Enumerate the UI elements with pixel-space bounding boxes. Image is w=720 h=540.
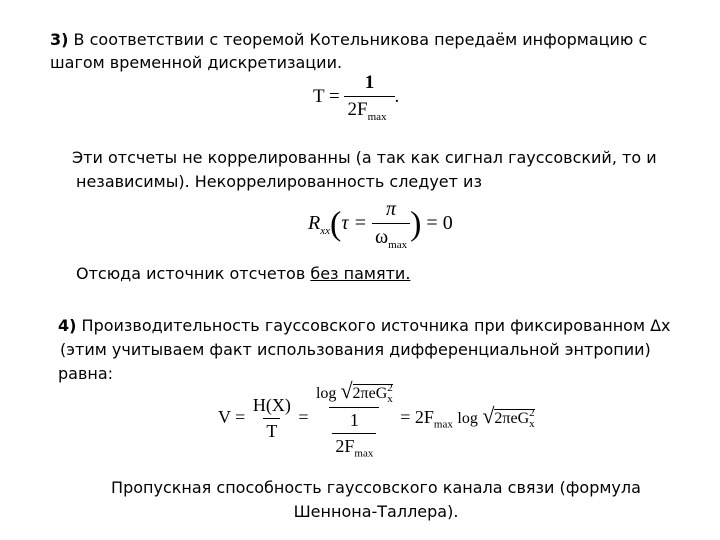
formula-r-den-main: ω (374, 226, 389, 248)
formula-v-inner-den-sub: max (354, 447, 374, 460)
formula-v-eq1: = (298, 407, 309, 428)
section-4-line3: равна: (58, 364, 114, 383)
section-3-line1 (50, 28, 647, 51)
para-memory-prefix: Отсюда источник отсчетов (76, 264, 311, 283)
formula-period-den-sub: max (367, 110, 387, 123)
formula-r-numerator: π (386, 198, 397, 220)
section-3-text1: В соответствии с теоремой Котельникова передаём информацию с (73, 30, 648, 49)
formula-r-denominator (372, 223, 410, 251)
formula-v-radicand2-sub: x (529, 418, 535, 431)
formula-v-radicand1-sup: 2 (387, 382, 393, 395)
formula-v-radicand2 (494, 407, 535, 431)
formula-productivity (218, 378, 535, 460)
formula-v-inner-den-main: 2F (335, 436, 355, 457)
formula-v-radicand2-sup: 2 (529, 407, 535, 420)
section-3-line2: шагом временной дискретизации. (50, 53, 343, 72)
formula-autocorrelation (308, 198, 453, 251)
formula-period-numerator: 1 (364, 72, 375, 93)
formula-v-inner-fraction (332, 410, 376, 460)
formula-v-eq2 (400, 407, 453, 431)
formula-v-radicand1 (352, 382, 393, 406)
formula-v-frac1-num: H(X) (252, 395, 291, 416)
section-4-text1: Производительность гауссовского источника при фиксированном Δx (81, 316, 671, 335)
formula-period-denominator (344, 96, 394, 123)
formula-r-lparen: ( (329, 205, 342, 243)
para-memory-underlined: без памяти. (310, 264, 411, 283)
formula-v-radicand2-scripts (529, 408, 535, 430)
formula-r-rhs: = 0 (426, 212, 453, 235)
section-4-line1 (58, 314, 671, 337)
formula-v-log2: log (457, 410, 478, 428)
formula-r-rparen: ) (410, 205, 422, 243)
formula-v-log1: log (315, 385, 337, 402)
formula-period-fraction (344, 72, 394, 123)
formula-v-radicand1-sub: x (387, 393, 393, 406)
section-3-number: 3) (50, 30, 69, 49)
section-4-line2: (этим учитываем факт использования дифференциальной энтропии) (60, 340, 651, 359)
formula-r-fraction (372, 198, 410, 251)
formula-v-lhs: V = (218, 407, 246, 428)
formula-period (313, 72, 399, 123)
formula-v-eq2-main: = 2F (400, 407, 434, 428)
formula-v-radicand1-scripts (387, 383, 393, 405)
formula-v-frac2-den (329, 407, 379, 460)
formula-v-inner-num: 1 (349, 410, 359, 431)
formula-v-frac2-num (313, 378, 396, 407)
formula-period-lhs: T = (313, 85, 340, 107)
formula-r-letter: R (308, 212, 321, 235)
para-corr-line1: Эти отсчеты не коррелированны (а так как сигнал гауссовский, то и (72, 148, 657, 167)
formula-v-radicand2-main: 2πeG (494, 410, 530, 428)
formula-v-inner-den (332, 433, 376, 460)
sqrt-icon: √ (482, 403, 495, 429)
formula-r-tau: τ = (341, 212, 367, 235)
sqrt-icon: √ (340, 378, 353, 403)
formula-v-fraction2 (313, 378, 396, 460)
formula-r-sub: xx (320, 225, 330, 238)
formula-period-den-main: 2F (347, 99, 368, 120)
caption-line2: Шеннона-Таллера). (293, 502, 459, 521)
para-corr-line2: независимы). Некоррелированность следует из (76, 172, 482, 191)
formula-r-den-sub: max (388, 239, 408, 251)
formula-v-radicand1-main: 2πeG (352, 385, 388, 402)
caption-line1: Пропускная способность гауссовского канала связи (формула (111, 478, 641, 497)
formula-v-eq2-sub: max (433, 418, 453, 431)
formula-period-trail: . (394, 85, 400, 107)
section-4-number: 4) (58, 316, 77, 335)
formula-v-frac1-den: T (263, 418, 280, 442)
formula-r-func (308, 212, 330, 238)
para-memory (76, 262, 410, 285)
formula-v-fraction1 (250, 395, 294, 442)
